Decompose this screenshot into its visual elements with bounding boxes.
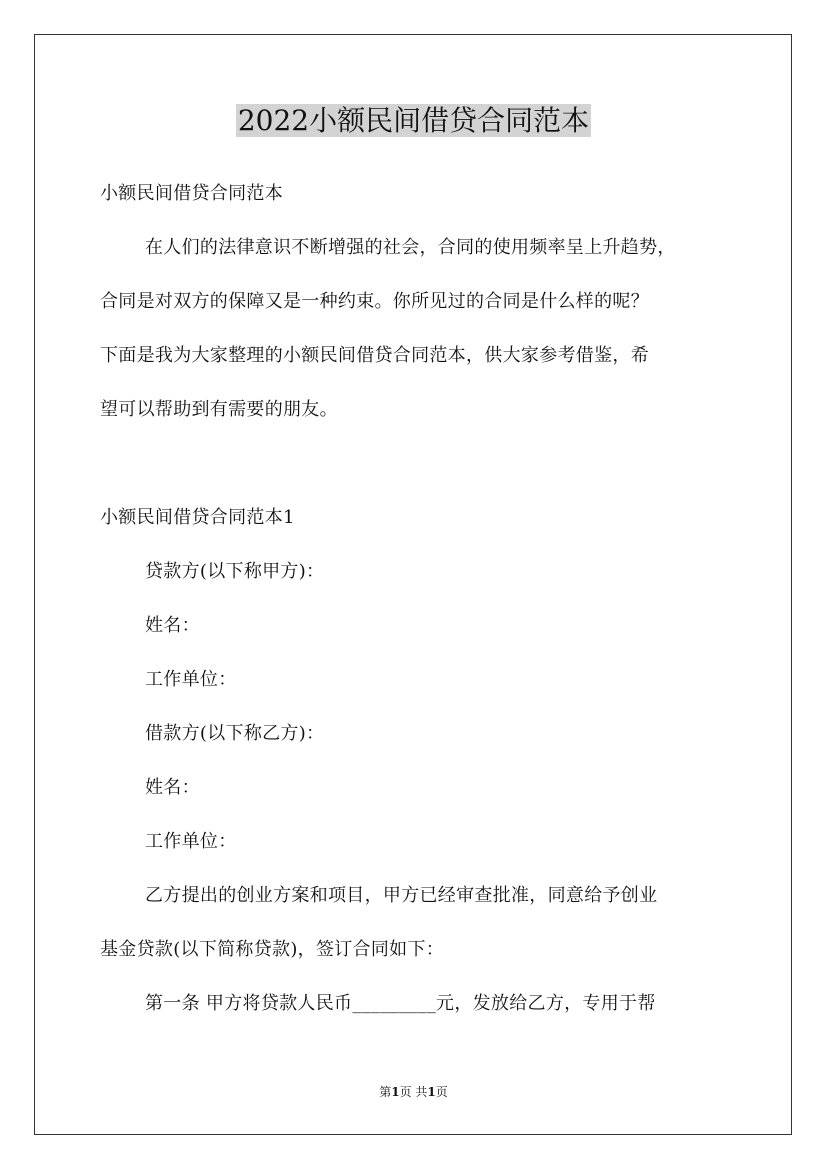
lender-employer-label: 工作单位： (145, 669, 237, 690)
footer-suffix: 页 (435, 1085, 448, 1099)
borrower-label: 借款方(以下称乙方)： (145, 723, 325, 744)
footer-page-number: 1 (391, 1085, 400, 1099)
intro-line-3: 下面是我为大家整理的小额民间借贷合同范本，供大家参考借鉴，希 (100, 345, 649, 366)
page-footer (0, 1084, 827, 1100)
document-title-text: 2022小额民间借贷合同范本 (237, 104, 590, 137)
borrower-employer-label: 工作单位： (145, 831, 237, 852)
footer-middle: 页 共 (399, 1085, 428, 1099)
document-title (0, 101, 827, 141)
borrower-name-label: 姓名： (145, 777, 200, 798)
body-line-1: 乙方提出的创业方案和项目，甲方已经审查批准，同意给予创业 (145, 885, 658, 906)
document-subtitle: 小额民间借贷合同范本 (100, 183, 283, 204)
lender-label: 贷款方(以下称甲方)： (145, 561, 325, 582)
article-one-line: 第一条 甲方将贷款人民币_________元，发放给乙方，专用于帮 (145, 993, 656, 1014)
intro-line-4: 望可以帮助到有需要的朋友。 (100, 399, 338, 420)
footer-total-pages: 1 (427, 1085, 436, 1099)
intro-line-2: 合同是对双方的保障又是一种约束。你所见过的合同是什么样的呢？ (100, 291, 649, 312)
body-line-2: 基金贷款(以下简称贷款)，签订合同如下： (100, 939, 445, 960)
lender-name-label: 姓名： (145, 615, 200, 636)
intro-line-1: 在人们的法律意识不断增强的社会，合同的使用频率呈上升趋势， (145, 237, 676, 258)
footer-prefix: 第 (379, 1085, 392, 1099)
section-heading: 小额民间借贷合同范本1 (100, 507, 295, 528)
